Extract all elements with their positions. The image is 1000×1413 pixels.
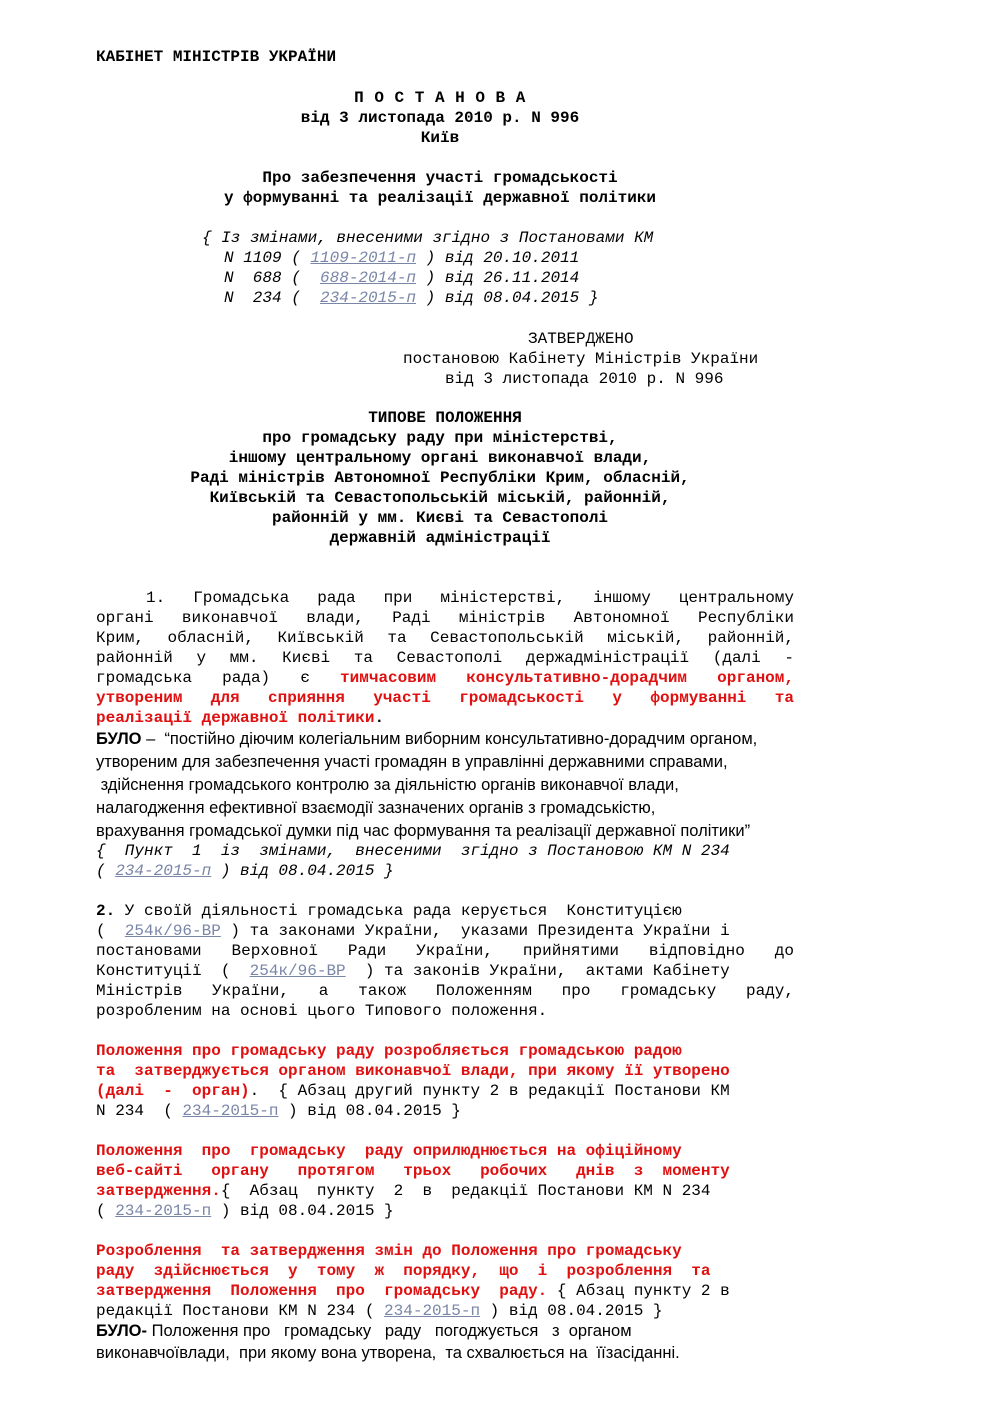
p1-was-line: БУЛО – “постійно діючим колегіальним виборним консультативно-дорадчим органом,: [96, 730, 758, 748]
p1-was-line: врахування громадської думки під час формування та реалізації державної політики”: [96, 822, 751, 840]
regulation-title-line: ТИПОВЕ ПОЛОЖЕННЯ: [368, 409, 522, 427]
amendment-link[interactable]: 688-2014-п: [320, 269, 417, 287]
amendment-link[interactable]: 234-2015-п: [320, 289, 417, 307]
p5-red-line: раду здійснюється у тому ж порядку, що і розроблення та: [96, 1262, 711, 1280]
p1-red-line: реалізації державної політики.: [96, 709, 385, 727]
constitution-link[interactable]: 254к/96-ВР: [124, 922, 221, 940]
amendment-link[interactable]: 234-2015-п: [115, 862, 212, 880]
p1-note: { Пункт 1 із змінами, внесеними згідно з Постановою КМ N 234: [96, 842, 730, 860]
p2-line: Конституції ( 254к/96-ВР ) та законів України, актами Кабінету: [96, 962, 730, 980]
regulation-title-line: іншому центральному органі виконавчої влади,: [228, 449, 652, 467]
approval-approved: ЗАТВЕРДЖЕНО: [528, 330, 634, 348]
regulation-title-line: державній адміністрації: [329, 529, 551, 547]
amendment-link[interactable]: 234-2015-п: [384, 1302, 481, 1320]
p5-line: редакції Постанови КМ N 234 ( 234-2015-п ) від 08.04.2015 }: [96, 1302, 663, 1320]
approval-by: постановою Кабінету Міністрів України: [403, 350, 759, 368]
p5-was-line: БУЛО- Положення про громадську раду погоджується з органом: [96, 1322, 632, 1340]
p5-was-line: виконавчоївлади, при якому вона утворена, та схвалюється на їїзасіданні.: [96, 1344, 680, 1362]
p1-note: ( 234-2015-п ) від 08.04.2015 }: [96, 862, 394, 880]
p1-was-line: налагодження ефективної взаємодії зазначених органів з громадськістю,: [96, 799, 656, 817]
doc-title-line-2: у формуванні та реалізації державної політики: [223, 189, 657, 207]
p1-line: районній у мм. Києві та Севастополі держадміністрації (далі -: [96, 649, 794, 667]
regulation-title-line: районній у мм. Києві та Севастополі: [271, 509, 609, 527]
amendment-link[interactable]: 234-2015-п: [115, 1202, 212, 1220]
amendment-item: N 688 ( 688-2014-п ) від 26.11.2014: [224, 269, 580, 287]
p1-was-line: здійснення громадського контролю за діяльністю органів виконавчої влади,: [96, 776, 679, 794]
approval-date: від 3 листопада 2010 р. N 996: [445, 370, 724, 388]
p4-line: ( 234-2015-п ) від 08.04.2015 }: [96, 1202, 394, 1220]
regulation-title-line: про громадську раду при міністерстві,: [262, 429, 618, 447]
p1-was-line: утвореним для забезпечення участі громадян в управлінні державними справами,: [96, 753, 728, 771]
regulation-title-line: Київській та Севастопольській міській, районній,: [209, 489, 671, 507]
doc-type: П О С Т А Н О В А: [354, 89, 526, 107]
was-label: БУЛО: [96, 730, 142, 748]
p5-red-line: Розроблення та затвердження змін до Положення про громадську: [96, 1242, 682, 1260]
constitution-link[interactable]: 254к/96-ВР: [249, 962, 346, 980]
doc-title-line-1: Про забезпечення участі громадськості: [262, 169, 618, 187]
p2-line: розробленим на основі цього Типового положення.: [96, 1002, 548, 1020]
p2-line: ( 254к/96-ВР ) та законами України, указами Президента України і: [96, 922, 730, 940]
p1-red-line: утвореним для сприяння участі громадськості у формуванні та: [96, 689, 794, 707]
p3-line: N 234 ( 234-2015-п ) від 08.04.2015 }: [96, 1102, 461, 1120]
p1-line: громадська рада) є тимчасовим консультативно-дорадчим органом,: [96, 669, 794, 687]
p4-red-line: веб-сайті органу протягом трьох робочих днів з моменту: [96, 1162, 730, 1180]
p2-line: Міністрів України, а також Положенням про громадську раду,: [96, 982, 794, 1000]
p3-red-line: та затверджується органом виконавчої влади, при якому її утворено: [96, 1062, 730, 1080]
p3-line: (далі - орган). { Абзац другий пункту 2 в редакції Постанови КМ: [96, 1082, 730, 1100]
p1-line: органі виконавчої влади, Раді міністрів Автономної Республіки: [96, 609, 794, 627]
was-label: БУЛО-: [96, 1322, 147, 1340]
doc-city: Київ: [420, 129, 460, 147]
regulation-title-line: Раді міністрів Автономної Республіки Крим, обласній,: [190, 469, 690, 487]
doc-date-number: від 3 листопада 2010 р. N 996: [300, 109, 580, 127]
p1-line: 1. Громадська рада при міністерстві, іншому центральному: [146, 589, 794, 607]
p1-line: Крим, обласній, Київській та Севастопольській міській, районній,: [96, 629, 794, 647]
amendments-intro: { Із змінами, внесеними згідно з Постановами КМ: [202, 229, 654, 247]
p2-line: 2. У своїй діяльності громадська рада керується Конституцією: [96, 902, 682, 920]
p4-line: затвердження.{ Абзац пункту 2 в редакції Постанови КМ N 234: [96, 1182, 711, 1200]
cabinet-heading: КАБІНЕТ МІНІСТРІВ УКРАЇНИ: [96, 48, 337, 66]
amendment-item: N 1109 ( 1109-2011-п ) від 20.10.2011: [224, 249, 580, 267]
p4-red-line: Положення про громадську раду оприлюднюється на офіційному: [96, 1142, 682, 1160]
amendment-item: N 234 ( 234-2015-п ) від 08.04.2015 }: [224, 289, 599, 307]
amendment-link[interactable]: 234-2015-п: [182, 1102, 279, 1120]
p2-line: постановами Верховної Ради України, прийнятими відповідно до: [96, 942, 794, 960]
amendment-link[interactable]: 1109-2011-п: [310, 249, 417, 267]
p3-red-line: Положення про громадську раду розробляється громадською радою: [96, 1042, 682, 1060]
p5-line: затвердження Положення про громадську раду. { Абзац пункту 2 в: [96, 1282, 730, 1300]
